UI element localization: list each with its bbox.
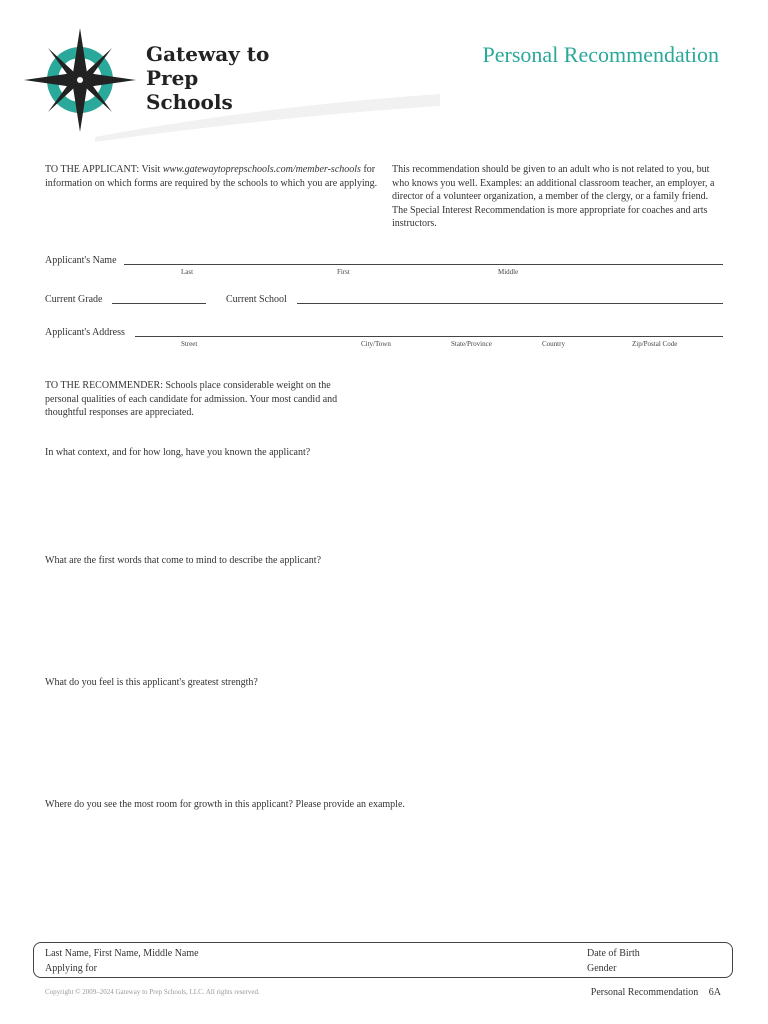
applicant-address-label: Applicant's Address <box>45 327 125 338</box>
answer-area-1[interactable] <box>45 462 723 547</box>
footer-applying-label: Applying for <box>45 963 97 974</box>
answer-area-2[interactable] <box>45 570 723 670</box>
footer-name-label: Last Name, First Name, Middle Name <box>45 948 199 959</box>
applicant-note-suffix: for information on which forms are required by the schools to which you are applying. <box>45 164 378 189</box>
copyright: Copyright © 2009–2024 Gateway to Prep Schools, LLC. All rights reserved. <box>45 988 260 996</box>
name-sub-last: Last <box>181 268 194 276</box>
brand-line-2: Prep <box>146 66 199 90</box>
current-grade-label: Current Grade <box>45 294 103 305</box>
recommender-note: TO THE RECOMMENDER: Schools place considerable weight on the personal qualities of each candidate for admission. Your most candid and thoughtful responses are appreciated. <box>45 380 338 419</box>
page-code: 6A <box>708 987 721 998</box>
answer-area-3[interactable] <box>45 692 723 792</box>
brand-line-3: Schools <box>146 90 233 114</box>
brand-swoosh <box>95 92 440 142</box>
brand-line-1: Gateway to <box>146 42 270 66</box>
name-sub-middle: Middle <box>498 268 519 276</box>
address-sub-zip: Zip/Postal Code <box>632 340 678 348</box>
form-title: Personal Recommendation <box>482 42 719 67</box>
address-sub-country: Country <box>542 340 565 348</box>
address-sub-city: City/Town <box>361 340 391 348</box>
answer-area-4[interactable] <box>45 814 723 934</box>
applicant-name-label: Applicant's Name <box>45 255 117 266</box>
recommendation-note: This recommendation should be given to an adult who is not related to you, but who knows you well. Examples: an additional classroom teacher, an employer, a director of a volunteer organization, a member of the clergy, or a family friend. The Special Interest Recommendation is more appropriate for coaches and arts instructors. <box>392 164 715 230</box>
question-2: What are the first words that come to mind to describe the applicant? <box>45 555 322 566</box>
question-1: In what context, and for how long, have you known the applicant? <box>45 447 311 458</box>
page-label <box>591 987 721 998</box>
current-school-field[interactable] <box>297 303 723 304</box>
address-sub-street: Street <box>181 340 198 348</box>
applicant-address-field[interactable] <box>135 336 723 337</box>
applicant-note <box>45 163 380 190</box>
footer-gender-label: Gender <box>587 963 617 974</box>
page-label-title: Personal Recommendation <box>590 987 699 998</box>
name-sub-first: First <box>337 268 350 276</box>
current-grade-field[interactable] <box>112 303 206 304</box>
applicant-note-prefix: TO THE APPLICANT: Visit <box>45 164 163 175</box>
applicant-name-field[interactable] <box>124 264 723 265</box>
question-3: What do you feel is this applicant's greatest strength? <box>45 677 258 688</box>
address-sub-state: State/Province <box>451 340 492 348</box>
question-4: Where do you see the most room for growth in this applicant? Please provide an example. <box>45 799 405 810</box>
footer-dob-label: Date of Birth <box>587 948 640 959</box>
member-schools-link[interactable]: www.gatewaytoprepschools.com/member-schools <box>162 164 361 175</box>
current-school-label: Current School <box>226 294 287 305</box>
